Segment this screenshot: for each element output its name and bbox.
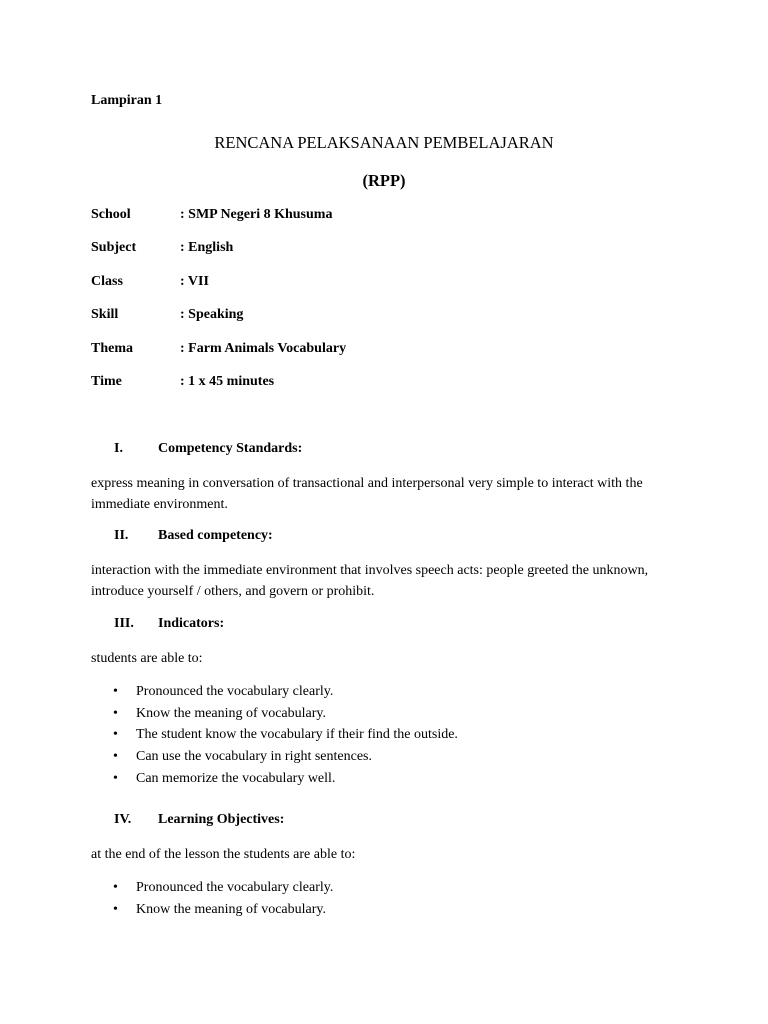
section-heading-competency-standards	[114, 441, 302, 457]
list-item	[113, 877, 703, 899]
section-heading-based-competency	[114, 528, 273, 544]
list-item-text: Pronounced the vocabulary clearly.	[136, 879, 334, 895]
section-heading-indicators	[114, 616, 224, 632]
info-row-school	[91, 207, 691, 240]
info-value: : 1 x 45 minutes	[180, 374, 274, 407]
section-title: Learning Objectives:	[158, 812, 285, 827]
section-heading-learning-objectives	[114, 812, 284, 828]
section-number: I.	[114, 441, 123, 456]
list-item-text: The student know the vocabulary if their find the outside.	[136, 727, 458, 743]
section-title: Indicators:	[158, 616, 225, 631]
info-value: : Speaking	[180, 307, 243, 340]
info-label: Subject	[91, 240, 137, 256]
section-text-based-competency: interaction with the immediate environment that involves speech acts: people greeted the unknown, introduce yourself / others, and govern or prohibit.	[91, 563, 649, 599]
section-text-competency-standards: express meaning in conversation of transactional and interpersonal very simple to interact with the immediate environment.	[91, 476, 643, 512]
bullet-icon: •	[113, 879, 118, 895]
info-row-time	[91, 374, 691, 407]
list-item	[113, 681, 703, 703]
list-item-text: Can memorize the vocabulary well.	[136, 771, 336, 787]
info-label: School	[91, 207, 131, 222]
section-number: IV.	[114, 812, 132, 827]
list-item	[113, 768, 703, 790]
objectives-list	[113, 877, 703, 921]
info-row-class	[91, 274, 691, 307]
list-item-text: Know the meaning of vocabulary.	[136, 705, 326, 721]
document-title: RENCANA PELAKSANAAN PEMBELAJARAN	[214, 133, 554, 152]
lesson-info	[91, 207, 691, 407]
list-item-text: Know the meaning of vocabulary.	[136, 901, 326, 917]
list-item-text: Can use the vocabulary in right sentences.	[136, 749, 372, 765]
bullet-icon: •	[113, 683, 118, 699]
section-number: III.	[114, 616, 134, 631]
section-title: Based competency:	[158, 528, 273, 543]
section-number: II.	[114, 528, 129, 543]
info-row-thema	[91, 341, 691, 374]
list-item-text: Pronounced the vocabulary clearly.	[136, 683, 334, 699]
info-value: : Farm Animals Vocabulary	[180, 341, 346, 374]
bullet-icon: •	[113, 749, 118, 765]
info-label: Time	[91, 373, 122, 389]
list-item	[113, 746, 703, 768]
bullet-icon: •	[113, 901, 118, 917]
list-item	[113, 899, 703, 921]
section-title: Competency Standards:	[158, 441, 303, 456]
info-row-skill	[91, 307, 691, 340]
appendix-label: Lampiran 1	[91, 93, 163, 108]
info-value: : SMP Negeri 8 Khusuma	[180, 207, 332, 240]
section-text-learning-objectives: at the end of the lesson the students are able to:	[91, 847, 356, 862]
list-item	[113, 703, 703, 725]
info-label: Class	[91, 273, 123, 289]
section-text-indicators: students are able to:	[91, 651, 203, 666]
indicators-list	[113, 681, 703, 790]
info-value: : English	[180, 240, 233, 273]
info-label: Skill	[91, 307, 119, 323]
info-value: : VII	[180, 274, 209, 307]
bullet-icon: •	[113, 771, 118, 787]
document-subtitle: (RPP)	[362, 171, 406, 190]
bullet-icon: •	[113, 727, 118, 743]
bullet-icon: •	[113, 705, 118, 721]
info-label: Thema	[91, 340, 133, 356]
info-row-subject	[91, 240, 691, 273]
list-item	[113, 725, 703, 747]
